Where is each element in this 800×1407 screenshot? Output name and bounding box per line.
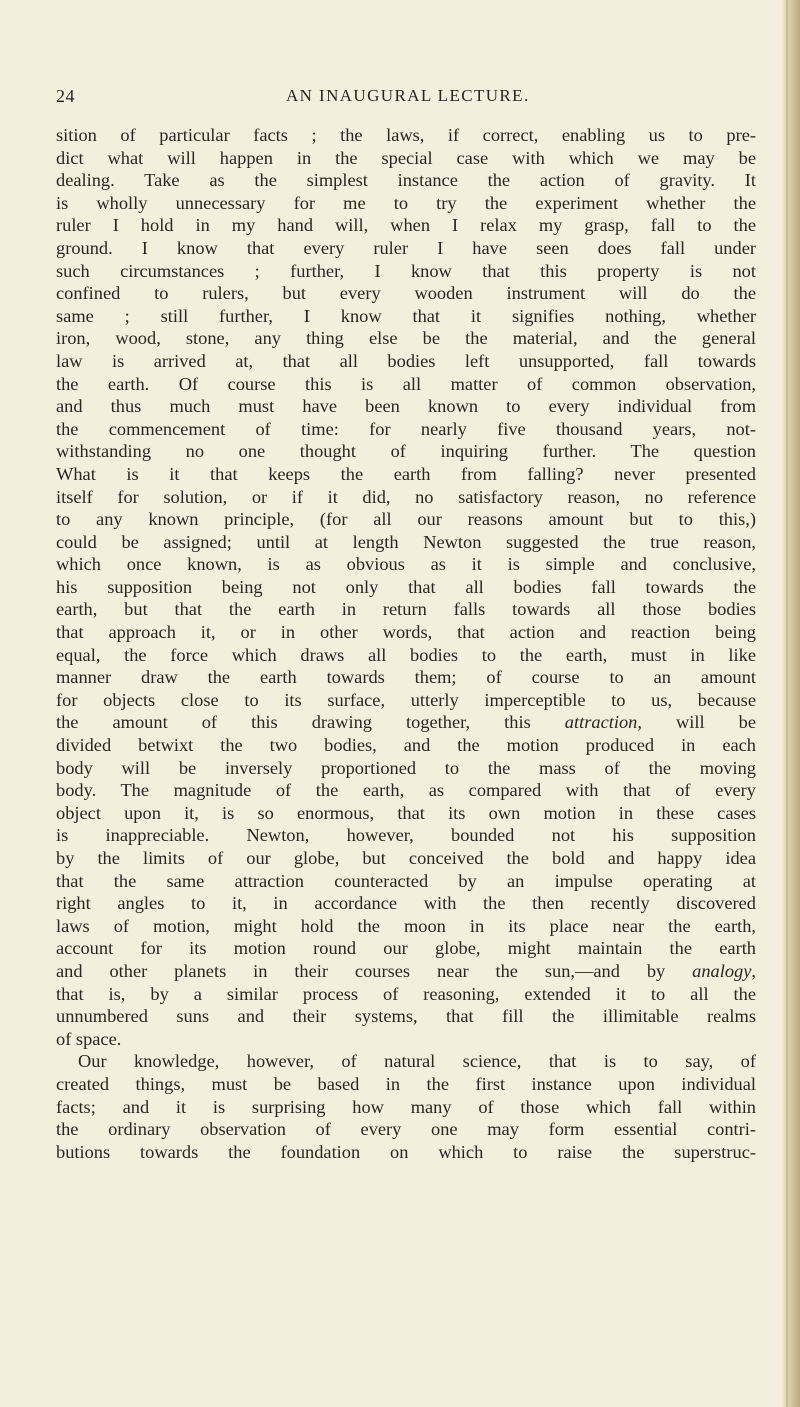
text-segment: and other planets in their courses near the sun,—and by <box>56 960 693 981</box>
text-line: earth, but that the earth in return falls towards all those bodies <box>56 599 756 620</box>
text-segment: the amount of this drawing together, this <box>56 712 565 733</box>
text-line: object upon it, is so enormous, that its own motion in these cases <box>56 802 756 823</box>
text-line: the commencement of time: for nearly five thousand years, not- <box>56 418 756 439</box>
text-line: iron, wood, stone, any thing else be the material, and the general <box>56 328 756 349</box>
text-line: Our knowledge, however, of natural science, that is to say, of <box>78 1051 756 1072</box>
text-line: equal, the force which draws all bodies to the earth, must in like <box>56 644 756 665</box>
text-line: laws of motion, might hold the moon in its place near the earth, <box>56 915 756 936</box>
text-line: such circumstances ; further, I know that this property is not <box>56 260 756 281</box>
text-line: ground. I know that every ruler I have seen does fall under <box>56 237 756 258</box>
text-line: could be assigned; until at length Newton suggested the true reason, <box>56 531 756 552</box>
text-line: right angles to it, in accordance with the then recently discovered <box>56 893 756 914</box>
text-line: the ordinary observation of every one may form essential contri- <box>56 1119 756 1140</box>
page-edge <box>782 0 800 1407</box>
text-line: that is, by a similar process of reasoning, extended it to all the <box>56 983 756 1004</box>
text-line: sition of particular facts ; the laws, if correct, enabling us to pre- <box>56 125 756 145</box>
text-line: dealing. Take as the simplest instance the action of gravity. It <box>56 170 756 191</box>
text-segment: , will be <box>637 712 757 733</box>
text-line: the earth. Of course this is all matter of common observation, <box>56 373 756 394</box>
text-line: account for its motion round our globe, might maintain the earth <box>56 938 756 959</box>
text-line: manner draw the earth towards them; of course to an amount <box>56 667 756 688</box>
text-line: of space. <box>56 1028 122 1049</box>
text-line: by the limits of our globe, but conceived the bold and happy idea <box>56 848 756 868</box>
text-line: to any known principle, (for all our reasons amount but to this,) <box>56 509 756 530</box>
text-segment: , <box>751 960 756 981</box>
body-text <box>56 124 756 1163</box>
text-line: dict what will happen in the special case with which we may be <box>56 147 756 168</box>
text-line-with-italic <box>56 711 756 734</box>
text-line: created things, must be based in the first instance upon individual <box>56 1073 756 1094</box>
text-line: is inappreciable. Newton, however, bounded not his supposition <box>56 825 756 846</box>
paragraph-1 <box>56 124 756 1050</box>
text-line: that approach it, or in other words, that action and reaction being <box>56 622 756 643</box>
text-line: What is it that keeps the earth from falling? never presented <box>56 463 756 484</box>
text-line: ruler I hold in my hand will, when I relax my grasp, fall to the <box>56 215 756 236</box>
page-edge-shadow <box>786 0 788 1407</box>
page-number: 24 <box>56 86 75 106</box>
text-line-with-italic <box>56 960 756 983</box>
text-line: body. The magnitude of the earth, as compared with that of every <box>56 780 756 801</box>
text-line: body will be inversely proportioned to the mass of the moving <box>56 757 756 778</box>
text-line: that the same attraction counteracted by an impulse operating at <box>56 870 756 891</box>
paragraph-2 <box>56 1050 756 1163</box>
running-head: AN INAUGURAL LECTURE. <box>286 86 530 105</box>
text-line: law is arrived at, that all bodies left unsupported, fall towards <box>56 350 756 371</box>
text-line: unnumbered suns and their systems, that fill the illimitable realms <box>56 1006 756 1027</box>
text-line: confined to rulers, but every wooden instrument will do the <box>56 283 756 304</box>
text-line: facts; and it is surprising how many of those which fall within <box>56 1096 756 1117</box>
text-line: itself for solution, or if it did, no satisfactory reason, no reference <box>56 486 756 507</box>
text-line: for objects close to its surface, utterly imperceptible to us, because <box>56 689 756 710</box>
text-line: and thus much must have been known to every individual from <box>56 396 756 417</box>
text-line: is wholly unnecessary for me to try the experiment whether the <box>56 192 756 213</box>
text-line: withstanding no one thought of inquiring further. The question <box>56 441 756 462</box>
text-line: butions towards the foundation on which to raise the superstruc- <box>56 1141 756 1162</box>
text-line: same ; still further, I know that it signifies nothing, whether <box>56 305 756 326</box>
italic-word-attraction: attraction <box>564 712 638 733</box>
text-line: divided betwixt the two bodies, and the motion produced in each <box>56 735 756 756</box>
text-line: which once known, is as obvious as it is simple and conclusive, <box>56 554 756 575</box>
text-line: his supposition being not only that all bodies fall towards the <box>56 576 756 597</box>
italic-word-analogy: analogy <box>692 960 752 981</box>
page-header <box>56 86 746 110</box>
